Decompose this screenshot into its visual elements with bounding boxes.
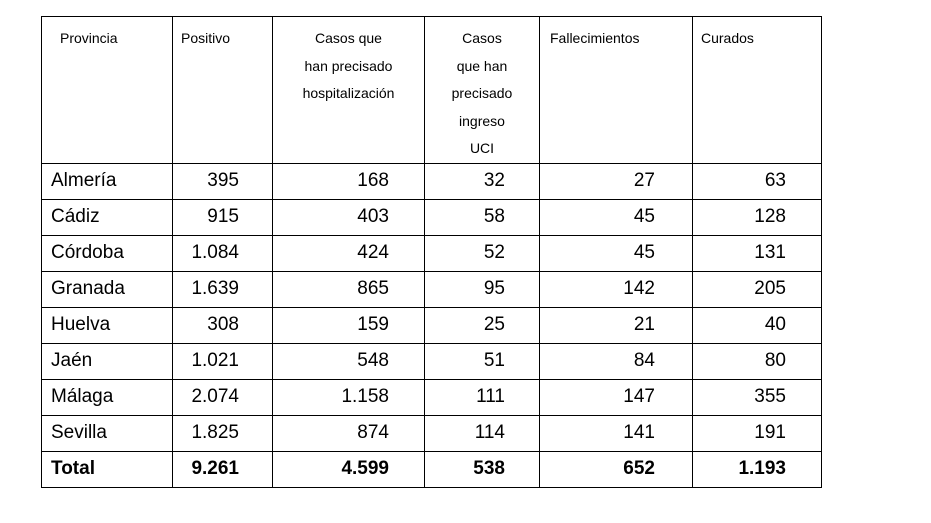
cell-uci: 25 <box>425 307 540 343</box>
cell-fallecimientos: 21 <box>540 307 693 343</box>
cell-hospitalizacion: 874 <box>273 415 425 451</box>
header-provincia-label: Provincia <box>60 30 118 46</box>
header-uci-line: Casos <box>462 30 502 46</box>
cell-fallecimientos: 45 <box>540 235 693 271</box>
cell-fallecimientos: 84 <box>540 343 693 379</box>
table-row <box>42 271 822 307</box>
cell-curados: 63 <box>693 163 822 199</box>
cell-uci: 32 <box>425 163 540 199</box>
cell-positivo: 1.021 <box>173 343 273 379</box>
cell-curados: 191 <box>693 415 822 451</box>
cell-positivo: 1.825 <box>173 415 273 451</box>
table-row <box>42 163 822 199</box>
cell-uci: 95 <box>425 271 540 307</box>
total-label: Total <box>42 451 173 487</box>
header-hospitalizacion-line: Casos que <box>315 30 382 46</box>
cell-positivo: 2.074 <box>173 379 273 415</box>
cell-provincia: Almería <box>42 163 173 199</box>
header-hospitalizacion-line: han precisado <box>304 57 393 74</box>
total-uci: 538 <box>425 451 540 487</box>
header-uci <box>425 17 540 164</box>
header-hospitalizacion <box>273 17 425 164</box>
table-row <box>42 415 822 451</box>
cell-curados: 40 <box>693 307 822 343</box>
table-row <box>42 343 822 379</box>
header-curados-label: Curados <box>701 30 754 46</box>
header-provincia <box>42 17 173 164</box>
header-uci-line: que han <box>456 57 508 74</box>
cell-provincia: Jaén <box>42 343 173 379</box>
table-row <box>42 379 822 415</box>
cell-curados: 80 <box>693 343 822 379</box>
cell-provincia: Granada <box>42 271 173 307</box>
cell-provincia: Córdoba <box>42 235 173 271</box>
header-positivo <box>173 17 273 164</box>
cell-uci: 111 <box>425 379 540 415</box>
cell-curados: 205 <box>693 271 822 307</box>
covid-andalucia-table <box>41 16 822 488</box>
cell-uci: 58 <box>425 199 540 235</box>
cell-provincia: Sevilla <box>42 415 173 451</box>
header-uci-line: ingreso <box>459 112 505 129</box>
table-row <box>42 235 822 271</box>
cell-positivo: 1.639 <box>173 271 273 307</box>
header-uci-line: precisado <box>451 85 513 101</box>
header-hospitalizacion-line: hospitalización <box>302 85 395 101</box>
cell-fallecimientos: 45 <box>540 199 693 235</box>
cell-positivo: 1.084 <box>173 235 273 271</box>
cell-positivo: 395 <box>173 163 273 199</box>
cell-hospitalizacion: 865 <box>273 271 425 307</box>
cell-positivo: 308 <box>173 307 273 343</box>
total-hospitalizacion: 4.599 <box>273 451 425 487</box>
total-fallecimientos: 652 <box>540 451 693 487</box>
table-row <box>42 199 822 235</box>
total-positivo: 9.261 <box>173 451 273 487</box>
cell-fallecimientos: 142 <box>540 271 693 307</box>
cell-uci: 51 <box>425 343 540 379</box>
cell-curados: 355 <box>693 379 822 415</box>
cell-hospitalizacion: 168 <box>273 163 425 199</box>
cell-uci: 114 <box>425 415 540 451</box>
header-fallecimientos-label: Fallecimientos <box>550 30 640 46</box>
cell-provincia: Huelva <box>42 307 173 343</box>
cell-fallecimientos: 141 <box>540 415 693 451</box>
header-fallecimientos <box>540 17 693 164</box>
cell-hospitalizacion: 159 <box>273 307 425 343</box>
header-uci-line: UCI <box>469 140 495 156</box>
cell-hospitalizacion: 403 <box>273 199 425 235</box>
cell-fallecimientos: 147 <box>540 379 693 415</box>
cell-curados: 128 <box>693 199 822 235</box>
table-row <box>42 307 822 343</box>
cell-fallecimientos: 27 <box>540 163 693 199</box>
total-row <box>42 451 822 487</box>
cell-hospitalizacion: 548 <box>273 343 425 379</box>
cell-provincia: Cádiz <box>42 199 173 235</box>
header-row <box>42 17 822 164</box>
total-curados: 1.193 <box>693 451 822 487</box>
cell-curados: 131 <box>693 235 822 271</box>
cell-hospitalizacion: 1.158 <box>273 379 425 415</box>
cell-uci: 52 <box>425 235 540 271</box>
header-positivo-label: Positivo <box>181 30 231 46</box>
cell-positivo: 915 <box>173 199 273 235</box>
cell-provincia: Málaga <box>42 379 173 415</box>
cell-hospitalizacion: 424 <box>273 235 425 271</box>
header-curados <box>693 17 822 164</box>
